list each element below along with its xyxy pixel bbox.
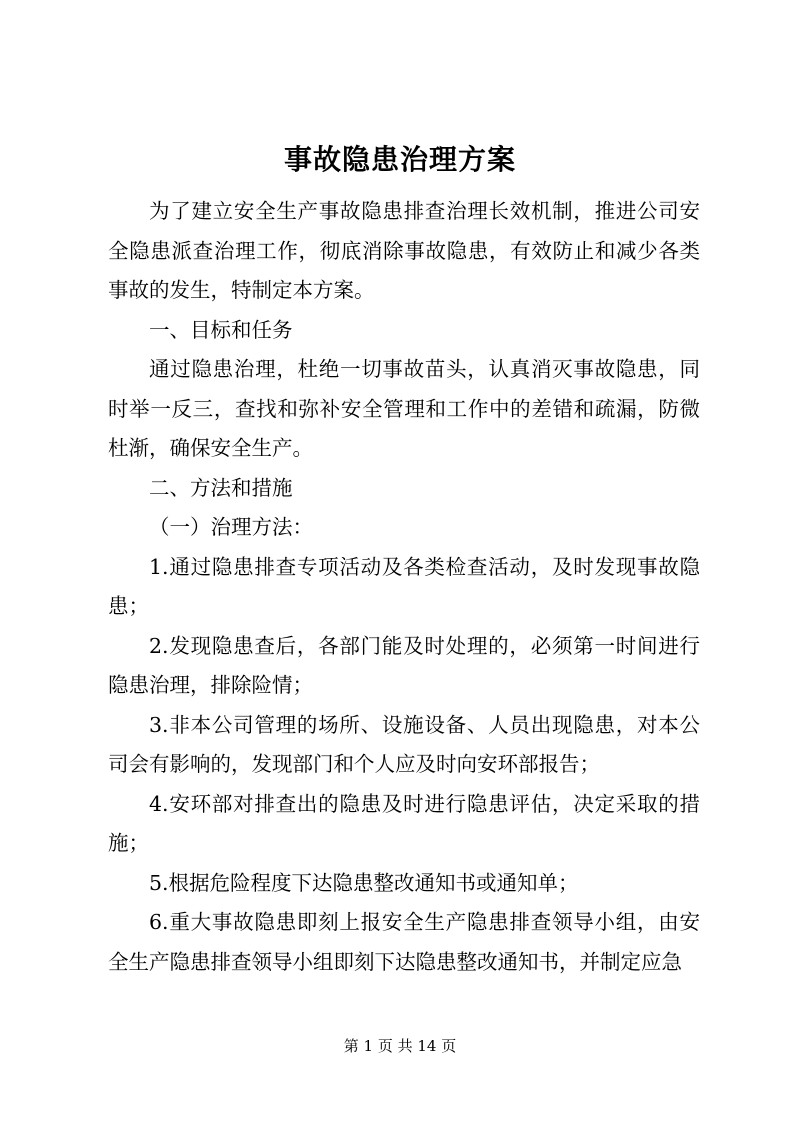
list-item-3: 3.非本公司管理的场所、设施设备、人员出现隐患，对本公司会有影响的，发现部门和个人应及时向安环部报告； <box>108 712 700 776</box>
document-body <box>108 192 700 982</box>
paragraph-intro: 为了建立安全生产事故隐患排查治理长效机制，推进公司安全隐患派查治理工作，彻底消除事故隐患，有效防止和减少各类事故的发生，特制定本方案。 <box>108 199 700 302</box>
heading-methods: 二、方法和措施 <box>149 475 293 500</box>
page-footer: 第 1 页 共 14 页 <box>343 1037 457 1055</box>
list-item-2: 2.发现隐患查后，各部门能及时处理的，必须第一时间进行隐患治理，排除险情； <box>108 633 700 697</box>
paragraph-goals: 通过隐患治理，杜绝一切事故苗头，认真消灭事故隐患，同时举一反三，查找和弥补安全管理和工作中的差错和疏漏，防微杜渐，确保安全生产。 <box>108 357 700 460</box>
list-item-4: 4.安环部对排查出的隐患及时进行隐患评估，决定采取的措施； <box>108 791 700 855</box>
document-title: 事故隐患治理方案 <box>283 143 516 176</box>
list-item-5: 5.根据危险程度下达隐患整改通知书或通知单； <box>149 870 579 895</box>
subheading-methods: （一）治理方法： <box>149 515 313 539</box>
list-item-6: 6.重大事故隐患即刻上报安全生产隐患排查领导小组，由安全生产隐患排查领导小组即刻下达隐患整改通知书，并制定应急 <box>108 910 700 974</box>
list-item-1: 1.通过隐患排查专项活动及各类检查活动，及时发现事故隐患； <box>108 554 700 618</box>
heading-goals: 一、目标和任务 <box>149 317 293 342</box>
